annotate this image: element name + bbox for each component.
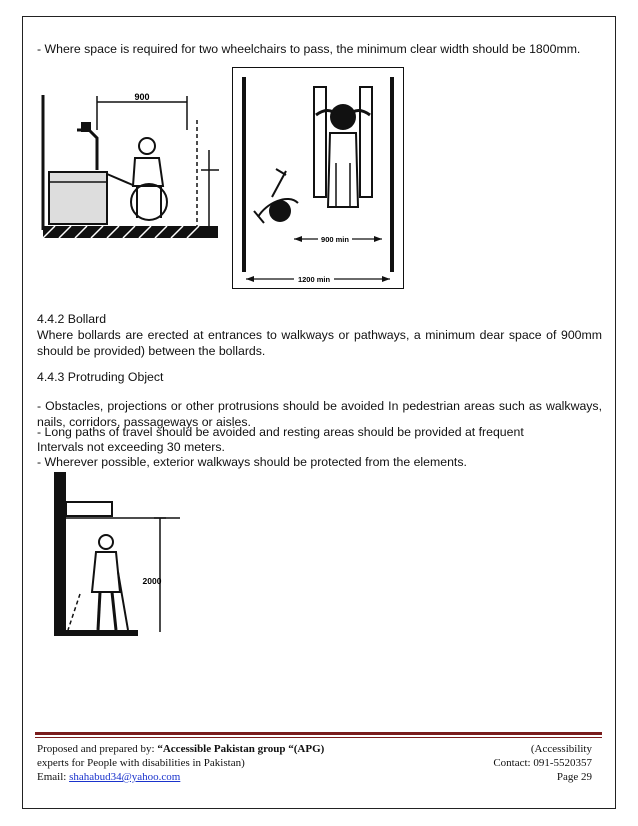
fig2-label-900: 900 min	[321, 235, 349, 244]
footer-line-1	[37, 742, 592, 756]
figure-protruding-object	[40, 472, 200, 640]
footer	[37, 742, 592, 784]
footer-line-1-left	[37, 742, 324, 756]
footer-line-1-right: (Accessibility	[530, 743, 592, 755]
footer-page-number: Page 29	[556, 771, 592, 783]
footer-line-3	[37, 770, 592, 784]
footer-email-label: Email:	[37, 771, 70, 783]
footer-group-name: “Accessible Pakistan group “(APG)	[157, 743, 325, 755]
figure-wheelchair-counter	[37, 90, 222, 245]
protruding-bullet-3: - Wherever possible, exterior walkways should be protected from the elements.	[37, 455, 467, 469]
fig3-dim-label: 2000	[142, 576, 162, 586]
footer-rule-thin	[35, 737, 602, 738]
intro-line: - Where space is required for two wheelchairs to pass, the minimum clear width should be 1800mm.	[37, 42, 581, 56]
fig2-label-1200: 1200 min	[297, 275, 331, 284]
footer-line-2	[37, 756, 592, 770]
protruding-heading: 4.4.3 Protruding Object	[37, 370, 164, 384]
protruding-bullet-2a: - Long paths of travel should be avoided and resting areas should be provided at frequent	[37, 425, 524, 439]
footer-prepared-by: Proposed and prepared by:	[37, 743, 158, 755]
footer-email-link[interactable]: shahabud34@yahoo.com	[69, 771, 181, 783]
figure-passing-plan	[232, 67, 404, 289]
footer-line-2-left: experts for People with disabilities in Pakistan)	[37, 757, 245, 769]
footer-contact: Contact: 091-5520357	[493, 757, 592, 769]
footer-rule	[35, 732, 602, 735]
fig1-dim-label: 900	[134, 92, 150, 102]
bollard-heading: 4.4.2 Bollard	[37, 312, 107, 326]
protruding-bullet-2b: Intervals not exceeding 30 meters.	[37, 440, 225, 454]
protruding-bullet-1: - Obstacles, projections or other protrusions should be avoided In pedestrian areas such as walkways, nails, corridors, passageways or aisles.	[37, 399, 602, 429]
bollard-body: Where bollards are erected at entrances to walkways or pathways, a minimum dear space of 900mm should be provided) between the bollards.	[37, 328, 602, 358]
footer-email	[37, 770, 180, 784]
